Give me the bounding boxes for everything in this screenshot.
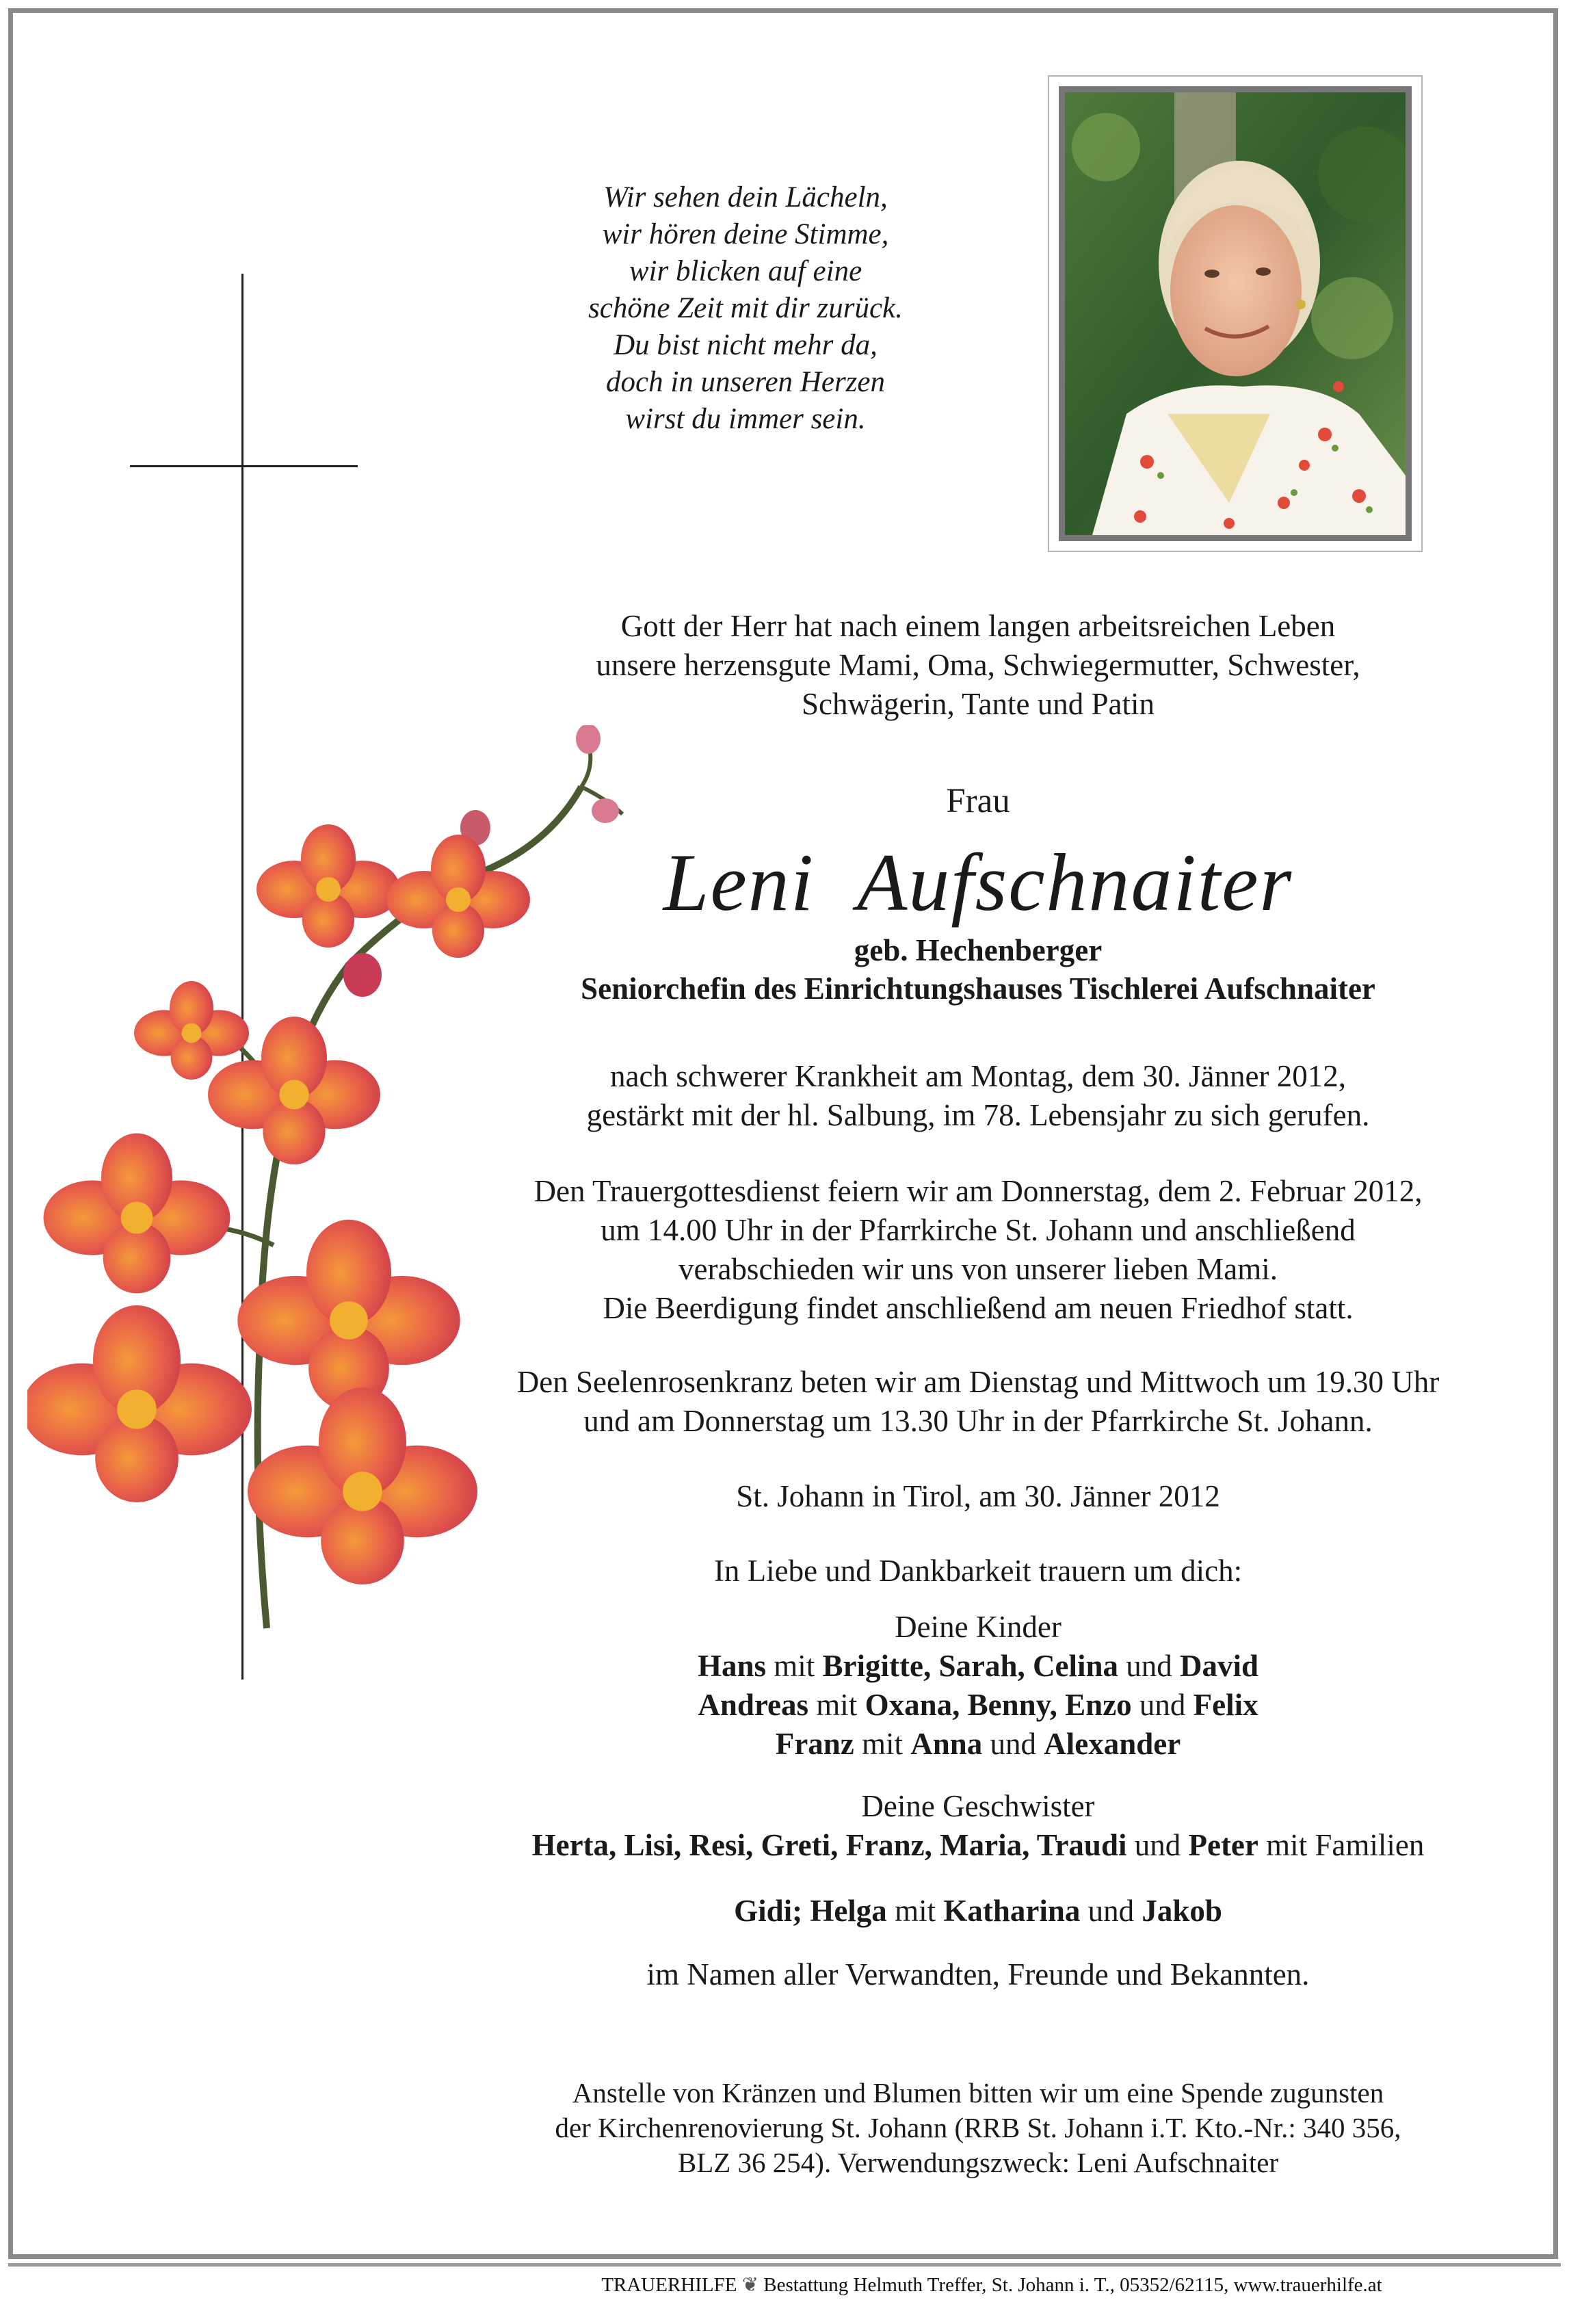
footer-text: Bestattung Helmuth Treffer, St. Johann i. T., 05352/62115, www.trauerhilfe.at [763,2274,1382,2296]
family-name: Andreas [698,1688,809,1722]
footer [479,2273,1505,2297]
poem-line: doch in unseren Herzen [605,366,886,398]
poem-line: wir blicken auf eine [629,255,862,287]
family-name: Katharina [943,1894,1081,1928]
family-name: Oxana, Benny, Enzo [865,1688,1132,1722]
connector-text: und [1131,1688,1194,1722]
family-name: Felix [1193,1688,1258,1722]
intro-line: Schwägerin, Tante und Patin [802,687,1155,721]
family-name: Gidi; Helga [734,1894,887,1928]
intro-line: unsere herzensgute Mami, Oma, Schwiegermutter, Schwester, [596,648,1360,682]
family-name: David [1180,1649,1259,1683]
rosary-info [438,1363,1518,1441]
family-name: Anna [910,1727,983,1761]
donation-line: BLZ 36 254). Verwendungszweck: Leni Aufschnaiter [677,2147,1279,2178]
death-line: nach schwerer Krankheit am Montag, dem 30. Jänner 2012, [610,1059,1346,1093]
poem-line: wir hören deine Stimme, [602,218,889,250]
intro-text [438,607,1518,724]
family-name: Brigitte, Sarah, Celina [822,1649,1118,1683]
siblings-section [438,1787,1518,1865]
rosary-line: Den Seelenrosenkranz beten wir am Dienstag und Mittwoch um 19.30 Uhr [516,1365,1440,1399]
family-name: Herta, Lisi, Resi, Greti, Franz, Maria, Traudi [531,1828,1127,1862]
connector-text: mit [808,1688,865,1722]
portrait-photo [1048,75,1423,552]
death-line: gestärkt mit der hl. Salbung, im 78. Lebensjahr zu sich gerufen. [586,1098,1370,1132]
family-name: Hans [697,1649,767,1683]
connector-text: und [1118,1649,1180,1683]
service-line: um 14.00 Uhr in der Pfarrkirche St. Johann und anschließend [601,1213,1356,1247]
frame-bottom-rule [8,2263,1561,2267]
service-line: Die Beerdigung findet anschließend am neuen Friedhof statt. [603,1291,1354,1325]
orchid-flower [44,1134,230,1294]
orchid-flower [27,1305,252,1502]
poem-line: Wir sehen dein Lächeln, [603,181,888,213]
donation-line: der Kirchenrenovierung St. Johann (RRB St. Johann i.T. Kto.-Nr.: 340 356, [555,2112,1401,2143]
mourning-heading: In Liebe und Dankbarkeit trauern um dich: [713,1554,1243,1588]
orchid-flower [256,824,400,948]
siblings-line [438,1826,1518,1865]
connector-text: und [1080,1894,1142,1928]
children-section [438,1608,1518,1764]
leaf-icon: ❦ [741,2274,759,2296]
maiden-name: geb. Hechenberger [854,933,1103,967]
closing-line: im Namen aller Verwandten, Freunde und Bekannten. [646,1957,1310,1992]
children-line [438,1686,1518,1725]
place-date: St. Johann in Tirol, am 30. Jänner 2012 [736,1479,1220,1513]
family-name: Franz [775,1727,854,1761]
footer-brand: TRAUERHILFE [601,2274,737,2296]
cross-horizontal-bar [130,465,358,467]
children-line [438,1725,1518,1764]
connector-text: mit [766,1649,823,1683]
service-line: verabschieden wir uns von unserer lieben Mami. [678,1252,1278,1286]
poem-line: wirst du immer sein. [625,403,866,435]
donation-line: Anstelle von Kränzen und Blumen bitten wir um eine Spende zugunsten [572,2077,1384,2108]
deceased-name: Leni Aufschnaiter [663,837,1293,928]
connector-text: mit Familien [1258,1828,1425,1862]
salutation: Frau [946,782,1010,820]
siblings-heading: Deine Geschwister [861,1789,1095,1823]
service-info [438,1172,1518,1328]
poem-line: schöne Zeit mit dir zurück. [588,292,903,324]
others-line [438,1892,1518,1931]
poem [533,179,958,438]
family-name: Jakob [1142,1894,1222,1928]
rosary-line: und am Donnerstag um 13.30 Uhr in der Pfarrkirche St. Johann. [583,1404,1373,1438]
poem-line: Du bist nicht mehr da, [614,329,878,361]
orchid-flower [237,1220,460,1411]
family-name: Alexander [1044,1727,1181,1761]
portrait-image [1065,92,1406,535]
deceased-role: Seniorchefin des Einrichtungshauses Tischlerei Aufschnaiter [581,971,1375,1006]
connector-text: mit [886,1894,944,1928]
service-line: Den Trauergottesdienst feiern wir am Donnerstag, dem 2. Februar 2012, [533,1174,1423,1208]
connector-text: mit [854,1727,911,1761]
children-heading: Deine Kinder [895,1610,1062,1644]
death-notice [438,1057,1518,1135]
connector-text: und [982,1727,1044,1761]
portrait-photo-mat [1059,86,1412,541]
connector-text: und [1126,1828,1189,1862]
children-line [438,1647,1518,1686]
donation-note [438,2076,1518,2180]
intro-line: Gott der Herr hat nach einem langen arbeitsreichen Leben [620,609,1336,643]
family-name: Peter [1188,1828,1258,1862]
